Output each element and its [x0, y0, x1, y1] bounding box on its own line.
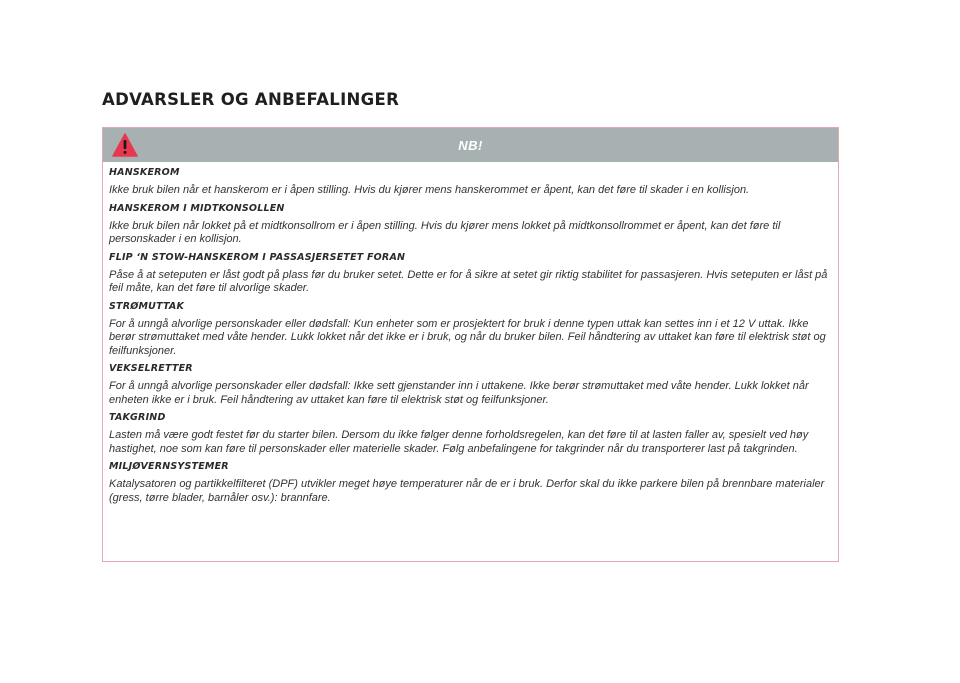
section-flip-n-stow [109, 251, 836, 296]
note-body [103, 162, 838, 505]
section-stromuttak [109, 300, 836, 359]
note-header-label: NB! [458, 137, 483, 153]
section-takgrind [109, 411, 836, 456]
section-heading: MILJØVERNSYSTEMER [109, 461, 229, 472]
section-hanskerom [109, 166, 836, 198]
section-heading: STRØMUTTAK [109, 300, 185, 312]
section-text: Katalysatoren og partikkelfilteret (DPF) utvikler meget høye temperaturer når de er i bruk. Derfor skal du ikke parkere bilen på brennbare materialer (gress, tørre blader, barnåler osv.): brannfare. [109, 478, 825, 504]
warning-triangle-icon [112, 133, 138, 157]
section-text: Lasten må være godt festet før du starter bilen. Dersom du ikke følger denne forholdsregelen, kan det føre til at lasten faller av, spesielt ved høy hastighet, noe som kan føre til personskader eller materielle skader. Følg anbefalingene for takgrinder når du transporterer last på takgrinden. [109, 429, 809, 455]
section-heading: FLIP ‘N STOW-HANSKEROM I PASSASJERSETET FORAN [109, 251, 406, 263]
section-hanskerom-midtkonsollen [109, 202, 836, 247]
section-heading: VEKSELRETTER [109, 363, 193, 374]
section-text: Ikke bruk bilen når lokket på et midtkonsollrom er i åpen stilling. Hvis du kjører mens lokket på midtkonsollrommet er åpent, kan det føre til personskader i en kollisjon. [109, 219, 781, 245]
note-header [103, 128, 838, 162]
section-heading: TAKGRIND [109, 412, 166, 423]
section-heading: HANSKEROM I MIDTKONSOLLEN [109, 202, 285, 214]
section-text: For å unngå alvorlige personskader eller dødsfall: Kun enheter som er prosjektert for bruk i denne typen uttak kan settes inn i et 12 V uttak. Ikke berør strømuttaket med våte hender. Lukk lokket når det ikke er i bruk, og når du bruker bilen. Feil håndtering av uttaket kan føre til elektrisk støt og feilfunksjoner. [109, 317, 826, 357]
section-miljovernsystemer [109, 460, 836, 505]
section-text: Påse å at seteputen er låst godt på plass før du bruker setet. Dette er for å sikre at setet gir riktig stabilitet for passasjeren. Hvis seteputen er låst på feil måte, kan det føre til alvorlige skader. [109, 268, 828, 294]
section-vekselretter [109, 362, 836, 407]
section-text: Ikke bruk bilen når et hanskerom er i åpen stilling. Hvis du kjører mens hanskerommet er åpent, kan det føre til skader i en kollisjon. [109, 184, 750, 196]
warning-note-box [102, 127, 839, 562]
section-heading: HANSKEROM [109, 167, 180, 178]
page-title: ADVARSLER OG ANBEFALINGER [102, 90, 400, 109]
section-text: For å unngå alvorlige personskader eller dødsfall: Ikke sett gjenstander inn i uttakene. Ikke berør strømuttaket med våte hender. Lukk lokket når enheten ikke er i bruk. Feil håndtering av uttaket kan føre til elektrisk støt og feilfunksjoner. [109, 380, 809, 406]
